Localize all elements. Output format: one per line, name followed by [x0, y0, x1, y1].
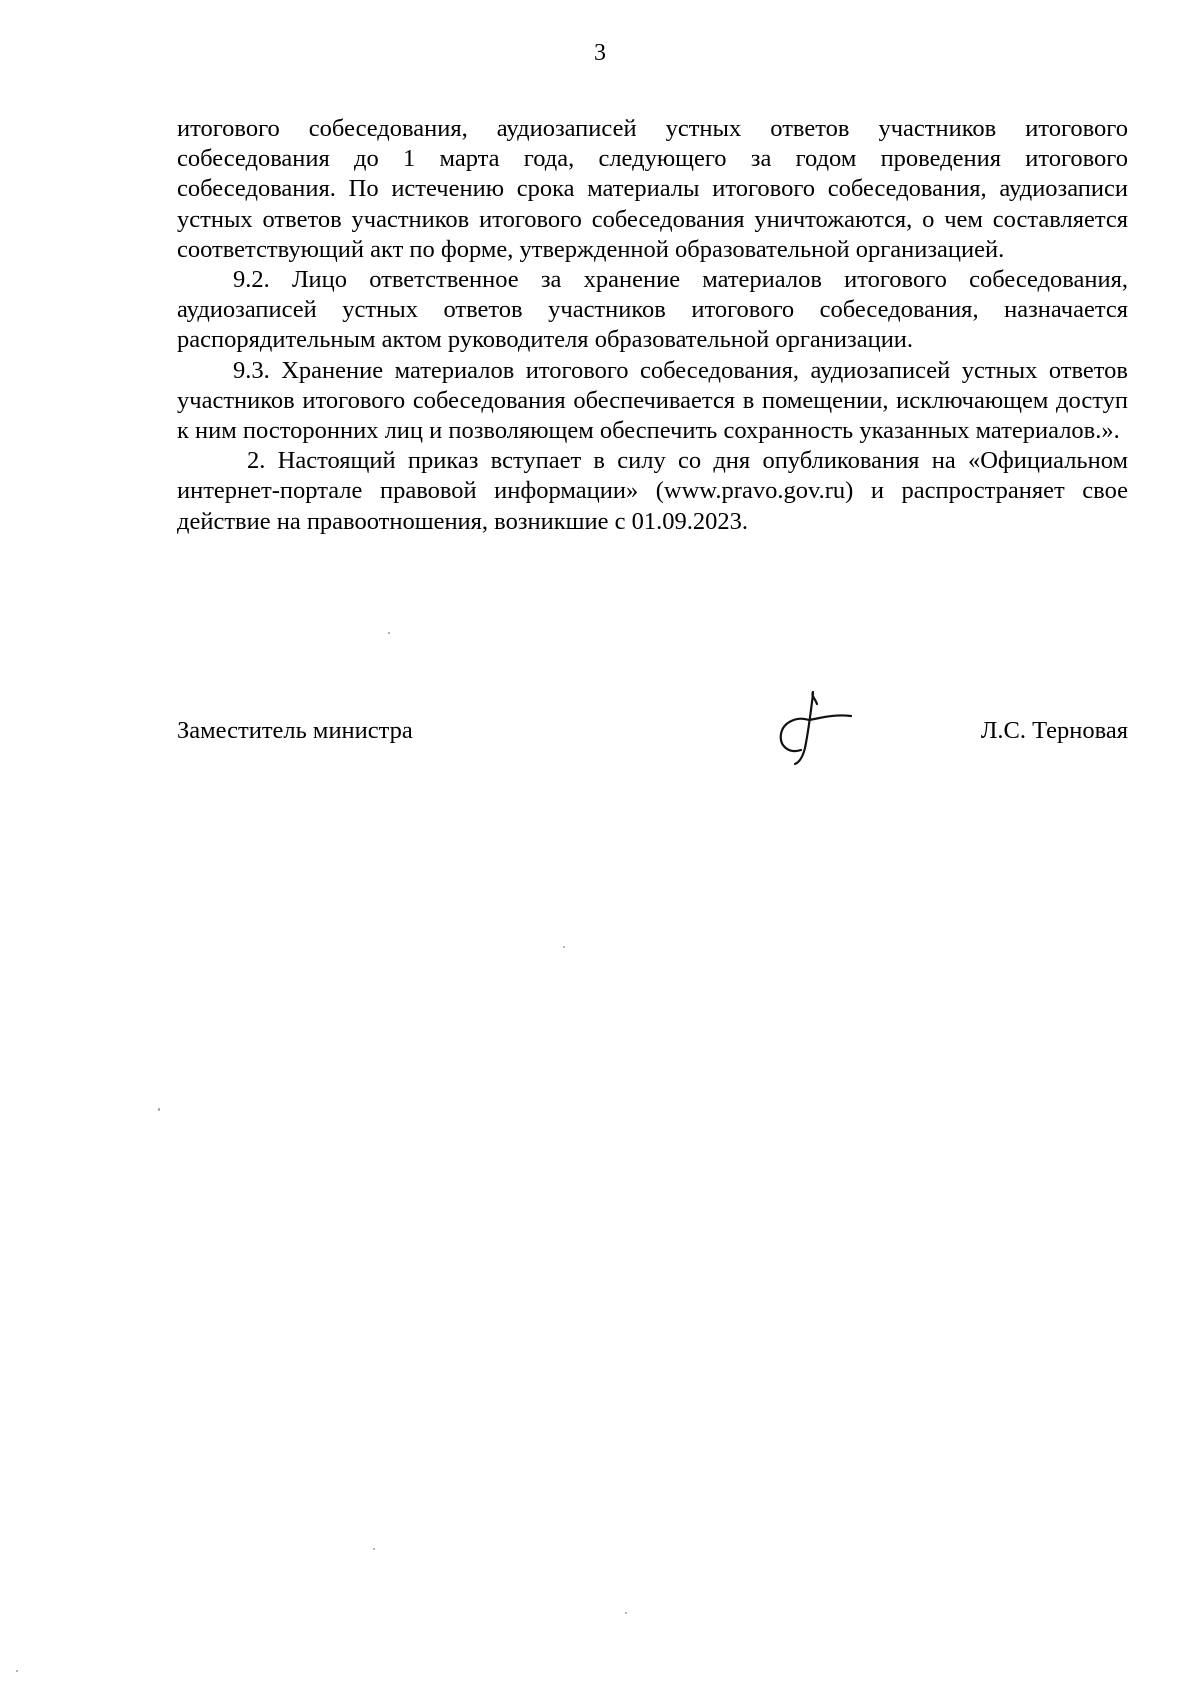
- scan-speck: [388, 632, 390, 634]
- signatory-name: Л.С. Терновая: [980, 717, 1128, 744]
- paragraph-clause-9-3: 9.3. Хранение материалов итогового собеседования, аудиозаписей устных ответов участников итогового собеседования обеспечивается в помещении, исключающем доступ к ним посторонних лиц и позволяющем обеспечить сохранность указанных материалов.».: [177, 356, 1128, 445]
- handwritten-signature: [767, 690, 857, 770]
- signature-block: [177, 700, 1128, 780]
- paragraph-clause-9-2: 9.2. Лицо ответственное за хранение материалов итогового собеседования, аудиозаписей устных ответов участников итогового собеседования, назначается распорядительным актом руководителя образовательной организации.: [177, 266, 1128, 354]
- signatory-position: Заместитель министра: [177, 717, 413, 744]
- scan-speck: [625, 1612, 627, 1614]
- scan-speck: [158, 1108, 160, 1111]
- paragraph-clause-2: 2. Настоящий приказ вступает в силу со дня опубликования на «Официальном интернет-портале правовой информации» (www.pravo.gov.ru) и распространяет свое действие на правоотношения, возникшие с 01.09.2023.: [177, 447, 1128, 535]
- scan-speck: [16, 1670, 18, 1672]
- scan-speck: [373, 1548, 375, 1550]
- page-number: 3: [594, 40, 606, 66]
- paragraph-continuation: итогового собеседования, аудиозаписей устных ответов участников итогового собеседования до 1 марта года, следующего за годом проведения итогового собеседования. По истечению срока материалы итогового собеседования, аудиозаписи устных ответов участников итогового собеседования уничтожаются, о чем составляется соответствующий акт по форме, утвержденной образовательной организацией.: [177, 115, 1128, 263]
- scan-speck: [563, 946, 565, 948]
- document-body: [177, 114, 1128, 537]
